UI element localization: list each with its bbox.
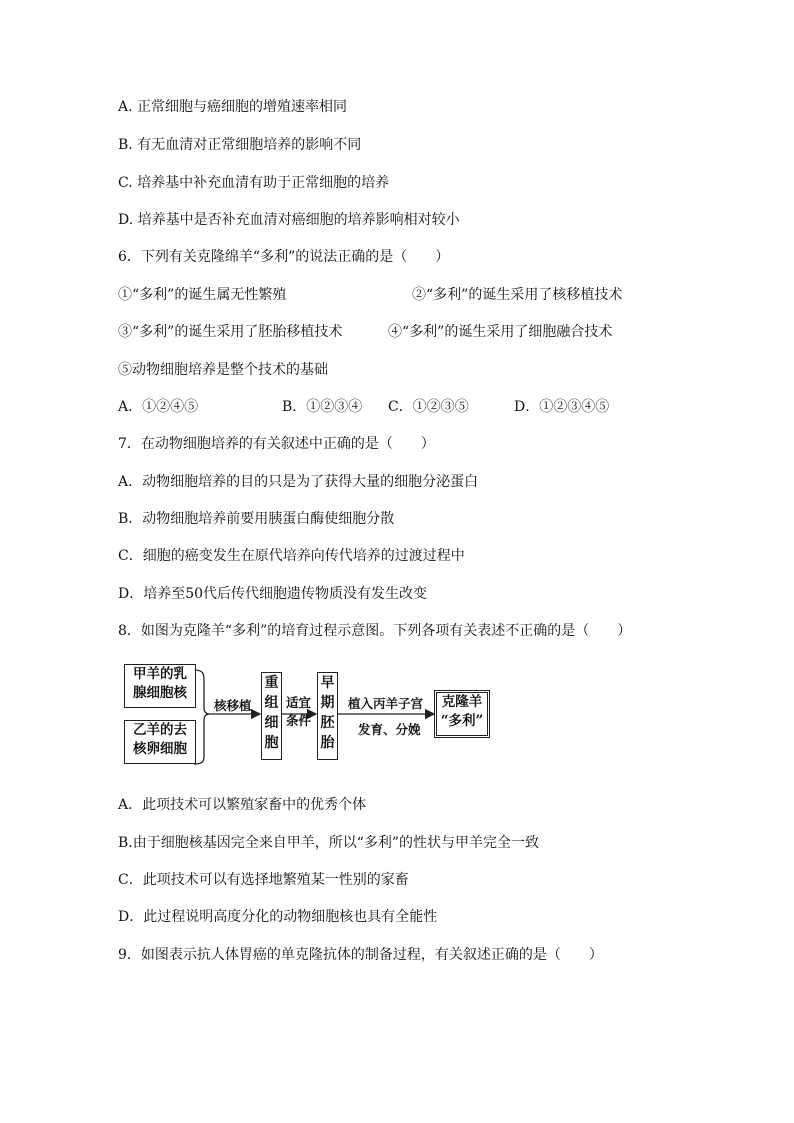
enucleated-egg-line1: 乙羊的去 [133,722,187,738]
cloned-sheep-line2: “多利” [440,713,484,729]
q6-option-d: D．①②③④⑤ [514,399,610,415]
q6-stem: 6．下列有关克隆绵羊“多利”的说法正确的是（ ） [118,249,450,265]
q6-statement-2: ②“多利”的诞生采用了核移植技术 [412,287,623,303]
q7-option-c: C．细胞的癌变发生在原代培养向传代培养的过渡过程中 [118,548,465,564]
q6-statement-1: ①“多利”的诞生属无性繁殖 [118,287,287,303]
q5-option-d: D. 培养基中是否补充血清对癌细胞的培养影响相对较小 [118,212,460,228]
reconstructed-cell-char1: 重 [264,675,279,691]
q8-option-a: A．此项技术可以繁殖家畜中的优秀个体 [118,797,367,813]
cloning-process-diagram [118,660,538,770]
q6-option-c: C．①②③⑤ [388,399,469,415]
reconstructed-cell-char4: 胞 [264,735,279,751]
cloned-sheep-box [436,692,488,736]
suitable-conditions-label [286,694,311,730]
donor-nucleus-line1: 甲羊的乳 [133,666,187,682]
q6-option-b: B．①②③④ [282,399,363,415]
q8-stem: 8．如图为克隆羊“多利”的培育过程示意图。下列各项有关表述不正确的是（ ） [118,623,632,639]
q6-option-a: A．①②④⑤ [118,399,199,415]
q7-stem: 7．在动物细胞培养的有关叙述中正确的是（ ） [118,436,435,452]
q7-option-d: D．培养至50代后传代细胞遗传物质没有发生改变 [118,586,428,602]
suitable-conditions-line1: 适宜 [286,695,312,710]
donor-nucleus-box [124,664,196,708]
q8-option-b: B.由于细胞核基因完全来自甲羊，所以“多利”的性状与甲羊完全一致 [118,835,540,851]
q5-option-b: B. 有无血清对正常细胞培养的影响不同 [118,137,362,153]
q8-option-d: D．此过程说明高度分化的动物细胞核也具有全能性 [118,909,438,925]
enucleated-egg-box [124,720,196,764]
development-label: 发育、分娩 [358,722,421,737]
q7-option-b: B．动物细胞培养前要用胰蛋白酶使细胞分散 [118,511,395,527]
reconstructed-cell-char3: 细 [264,715,279,731]
early-embryo-char1: 早 [320,675,335,691]
suitable-conditions-line2: 条件 [286,713,312,728]
q8-option-c: C．此项技术可以有选择地繁殖某一性别的家畜 [118,872,409,888]
q9-stem: 9．如图表示抗人体胃癌的单克隆抗体的制备过程，有关叙述正确的是（ ） [118,947,603,963]
early-embryo-char3: 胚 [320,715,335,731]
nuclear-transfer-label: 核移植 [214,698,252,713]
enucleated-egg-line2: 核卵细胞 [133,741,187,757]
q6-statement-4: ④“多利”的诞生采用了细胞融合技术 [388,324,613,340]
q7-option-a: A．动物细胞培养的目的只是为了获得大量的细胞分泌蛋白 [118,474,479,490]
early-embryo-char4: 胎 [320,735,335,751]
early-embryo-char2: 期 [320,695,335,711]
reconstructed-cell-char2: 组 [264,695,279,711]
q6-statement-3: ③“多利”的诞生采用了胚胎移植技术 [118,324,343,340]
reconstructed-cell-box [261,672,282,760]
cloned-sheep-line1: 克隆羊 [441,694,483,710]
q6-statement-5: ⑤动物细胞培养是整个技术的基础 [118,362,328,378]
early-embryo-box [317,672,338,760]
donor-nucleus-line2: 腺细胞核 [133,685,187,701]
q5-option-a: A. 正常细胞与癌细胞的增殖速率相同 [118,99,348,115]
implant-label: 植入丙羊子宫 [348,696,424,711]
q5-option-c: C. 培养基中补充血清有助于正常细胞的培养 [118,175,390,191]
